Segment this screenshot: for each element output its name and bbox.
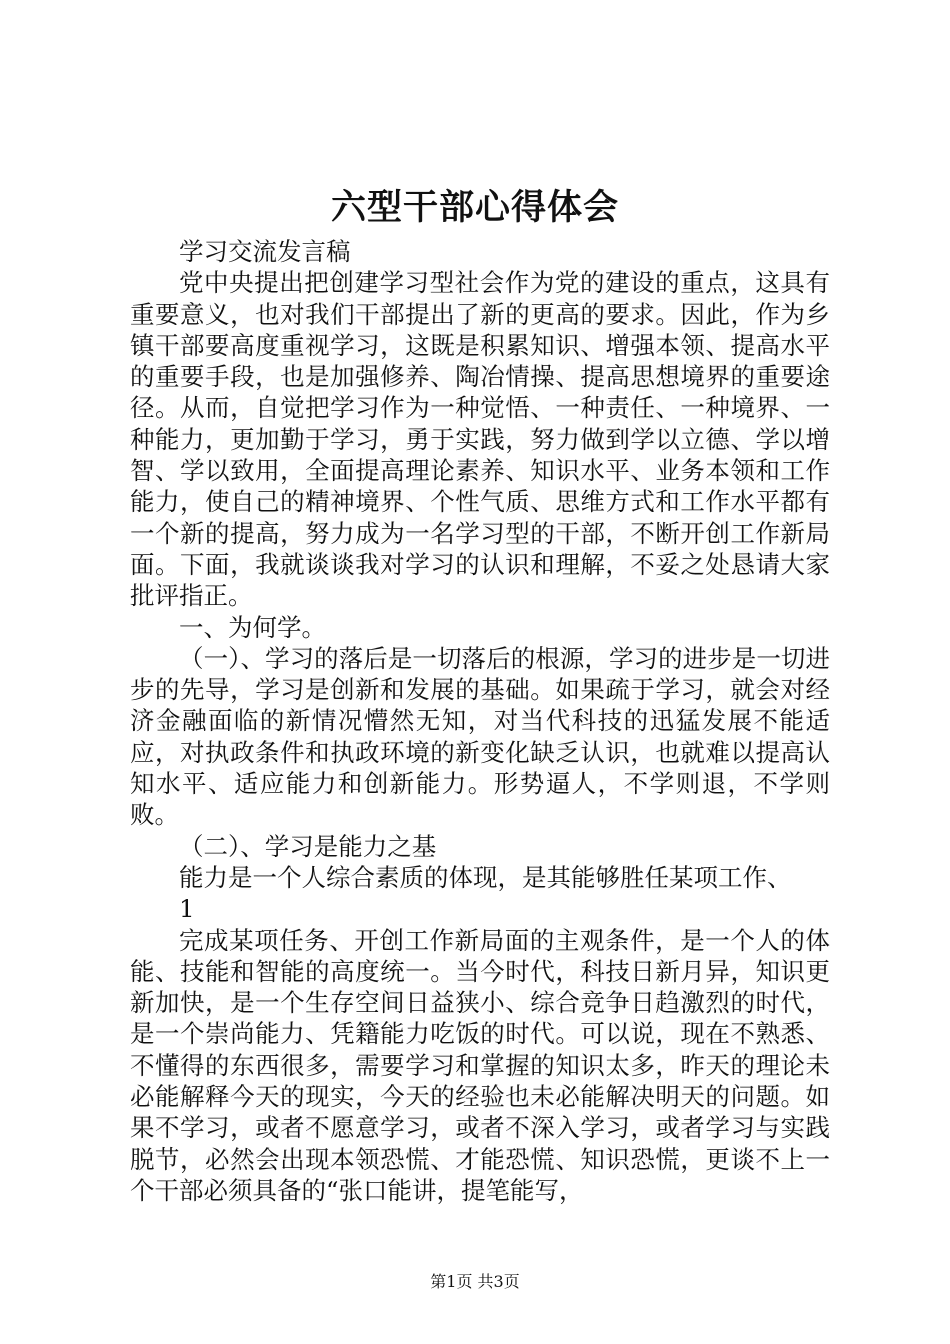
section-heading-point-two: （二）、学习是能力之基	[179, 831, 437, 861]
inline-page-number: 1	[179, 894, 195, 924]
page-footer: 第1页 共3页	[430, 1272, 520, 1291]
paragraph-continued: 完成某项任务、开创工作新局面的主观条件，是一个人的体能、技能和智能的高度统一。当今时代，科技日新月异，知识更新加快，是一个生存空间日益狭小、综合竞争日趋激烈的时代，是一个崇尚能力、凭籍能力吃饭的时代。可以说，现在不熟悉、不懂得的东西很多，需要学习和掌握的知识太多，昨天的理论未必能解释今天的现实，今天的经验也未必能解决明天的问题。如果不学习，或者不愿意学习，或者不深入学习，或者学习与实践脱节，必然会出现本领恐慌、才能恐慌、知识恐慌，更谈不上一个干部必须具备的“张口能讲，提笔能写，	[130, 925, 830, 1205]
document-body	[130, 236, 830, 1206]
paragraph-point-one: （一）、学习的落后是一切落后的根源，学习的进步是一切进步的先导，学习是创新和发展的基础。如果疏于学习，就会对经济金融面临的新情况懵然无知，对当代科技的迅猛发展不能适应，对执政条件和执政环境的新变化缺乏认识，也就难以提高认知水平、适应能力和创新能力。形势逼人，不学则退，不学则败。	[130, 643, 830, 830]
section-heading-why-learn: 一、为何学。	[179, 612, 326, 642]
document-title: 六型干部心得体会	[330, 187, 619, 228]
paragraph-subtitle: 学习交流发言稿	[179, 237, 351, 266]
paragraph-ability: 能力是一个人综合素质的体现，是其能够胜任某项工作、	[179, 862, 792, 892]
paragraph-intro: 党中央提出把创建学习型社会作为党的建设的重点，这具有重要意义，也对我们干部提出了新的更高的要求。因此，作为乡镇干部要高度重视学习，这既是积累知识、增强本领、提高水平的重要手段，也是加强修养、陶冶情操、提高思想境界的重要途径。从而，自觉把学习作为一种觉悟、一种责任、一种境界、一种能力，更加勤于学习，勇于实践，努力做到学以立德、学以增智、学以致用，全面提高理论素养、知识水平、业务本领和工作能力，使自己的精神境界、个性气质、思维方式和工作水平都有一个新的提高，努力成为一名学习型的干部，不断开创工作新局面。下面，我就谈谈我对学习的认识和理解，不妥之处恳请大家批评指正。	[130, 268, 830, 611]
